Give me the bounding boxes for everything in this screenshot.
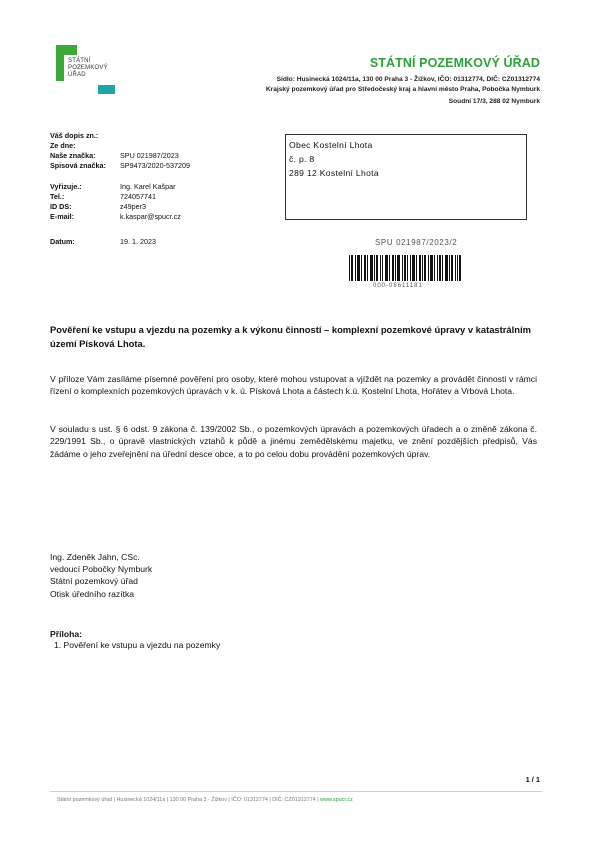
ref-value: k.kaspar@spucr.cz <box>120 212 181 221</box>
ref-value: 724057741 <box>120 192 156 201</box>
body-paragraph: V příloze Vám zasíláme písemné pověření pro osoby, které mohou vstupovat a vjíždět na pozemky a provádět činnosti v rámci řízení o komplexních pozemkových úpravách v k. ú. Písková Lhota a částech k.ú. Kostelní Lhota, Hořátev a Vrbová Lhota. <box>50 374 537 397</box>
header-office-address: Soudní 17/3, 288 02 Nymburk <box>448 98 540 105</box>
recipient-line: Obec Kostelní Lhota <box>289 140 373 150</box>
letter-subject: Pověření ke vstupu a vjezdu na pozemky a k výkonu činností – komplexní pozemkové úpravy v katastrálním území Písková Lhota. <box>50 324 531 349</box>
body-paragraph: V souladu s ust. § 6 odst. 9 zákona č. 139/2002 Sb., o pozemkových úpravách a pozemkových úřadech a o změně zákona č. 229/1991 Sb., o úpravě vlastnických vztahů k půdě a jinému zemědělskému majetku, ve znění pozdějších předpisů, Vás žádáme o jeho zveřejnění na úřední desce obce, a to po celou dobu provádění pozemkových úprav. <box>50 424 537 459</box>
logo-green-block <box>56 45 77 55</box>
stamp-note: Otisk úředního razítka <box>50 588 135 599</box>
signature-position: vedoucí Pobočky Nymburk <box>50 564 153 575</box>
attachment-item[interactable]: 1. Pověření ke vstupu a vjezdu na pozemky <box>54 640 221 650</box>
ref-label: ID DS: <box>50 202 72 211</box>
recipient-line: č. p. 8 <box>289 154 315 164</box>
ref-value: SPU 021987/2023 <box>120 151 179 160</box>
ref-value: SP9473/2020-537209 <box>120 161 190 170</box>
attachment-title: Příloha: <box>50 629 82 639</box>
ref-label: E-mail: <box>50 212 74 221</box>
ref-label: Spisová značka: <box>50 161 106 170</box>
signature-block <box>50 551 152 600</box>
ref-value: 19. 1. 2023 <box>120 237 156 246</box>
barcode-number: SPU 021987/2023/2 <box>375 238 458 247</box>
logo-text-line: ÚŘAD <box>68 72 86 78</box>
ref-label: Datum: <box>50 237 75 246</box>
barcode-image <box>349 255 461 281</box>
recipient-address-box <box>285 134 527 220</box>
signature-organization: Státní pozemkový úřad <box>50 576 138 587</box>
ref-label: Váš dopis zn.: <box>50 131 99 140</box>
footer-text: Státní pozemkový úřad | Husinecká 1024/11a | 130 00 Praha 3 - Žižkov | IČO: 01312774 | DIČ: CZ01312774 | <box>57 797 321 803</box>
ref-value: Ing. Karel Kašpar <box>120 182 176 191</box>
ref-label: Vyřizuje.: <box>50 182 82 191</box>
recipient-line: 289 12 Kostelní Lhota <box>289 168 379 178</box>
org-name: STÁTNÍ POZEMKOVÝ ÚŘAD <box>369 56 540 70</box>
page-number: 1 / 1 <box>525 775 540 784</box>
logo-teal-block <box>98 85 115 94</box>
header-office: Krajský pozemkový úřad pro Středočeský kraj a hlavní město Praha, Pobočka Nymburk <box>265 86 540 93</box>
footer-link[interactable]: www.spucr.cz <box>320 797 353 803</box>
footer <box>57 797 353 803</box>
barcode-sub-number: 000-08611181 <box>373 283 423 289</box>
ref-label: Ze dne: <box>50 141 76 150</box>
header-address: Sídlo: Husinecká 1024/11a, 130 00 Praha 3 - Žižkov, IČO: 01312774, DIČ: CZ01312774 <box>276 76 540 83</box>
logo-text <box>68 58 108 79</box>
logo-text-line: POZEMKOVÝ <box>68 65 108 71</box>
ref-value: z49per3 <box>120 202 146 211</box>
ref-label: Naše značka: <box>50 151 96 160</box>
ref-label: Tel.: <box>50 192 65 201</box>
signature-name: Ing. Zdeněk Jahn, CSc. <box>50 552 140 562</box>
logo-text-line: STÁTNÍ <box>68 58 91 64</box>
footer-divider <box>50 791 542 792</box>
